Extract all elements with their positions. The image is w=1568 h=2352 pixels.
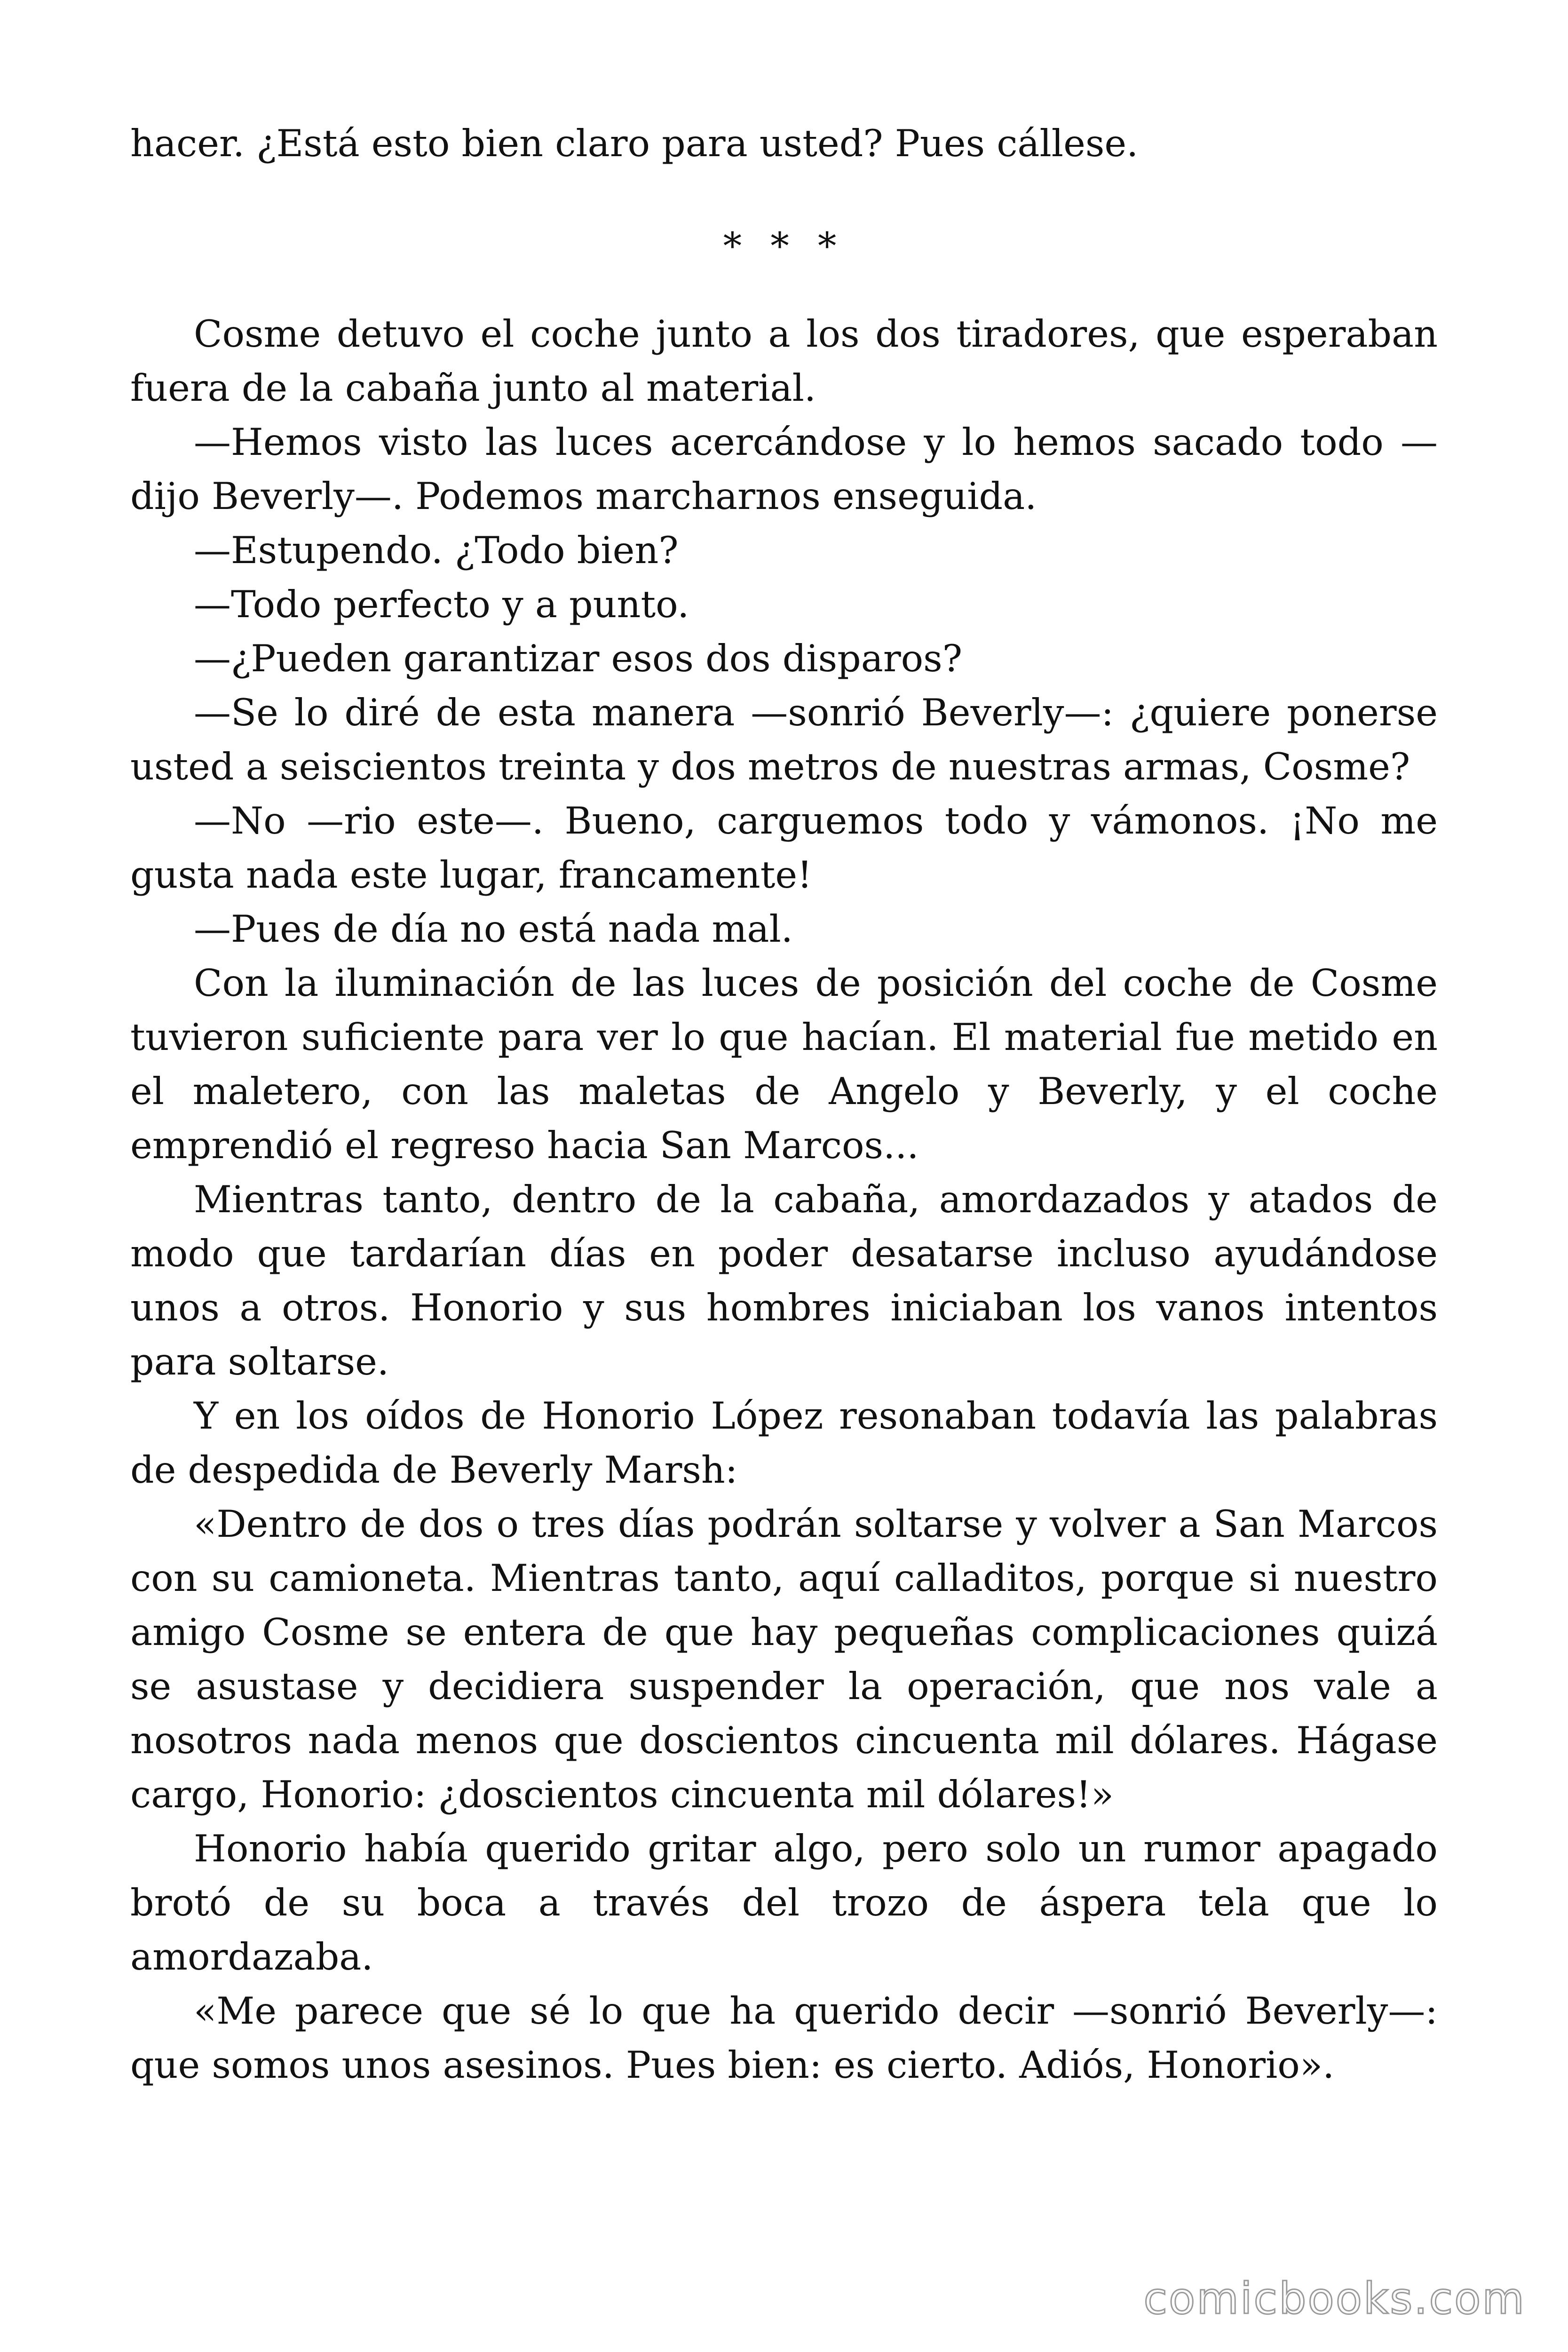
watermark-logo: comicbooks.com: [1143, 2273, 1526, 2324]
paragraph: Y en los oídos de Honorio López resonaban todavía las palabras de despedida de Beverly Marsh:: [130, 1394, 1438, 1492]
paragraph: —No —rio este—. Bueno, carguemos todo y vámonos. ¡No me gusta nada este lugar, francamente!: [130, 799, 1438, 897]
paragraph: «Dentro de dos o tres días podrán soltarse y volver a San Marcos con su camioneta. Mientras tanto, aquí calladitos, porque si nuestro amigo Cosme se entera de que hay pequeñas complicaciones quizá se asustase y decidiera suspender la operación, que nos vale a nosotros nada menos que doscientos cincuenta mil dólares. Hágase cargo, Honorio: ¿doscientos cincuenta mil dólares!»: [130, 1502, 1438, 1816]
paragraph: Honorio había querido gritar algo, pero solo un rumor apagado brotó de su boca a través del trozo de áspera tela que lo amordazaba.: [130, 1827, 1438, 1979]
paragraph: Cosme detuvo el coche junto a los dos tiradores, que esperaban fuera de la cabaña junto al material.: [130, 312, 1438, 410]
paragraph: —Pues de día no está nada mal.: [194, 907, 793, 951]
paragraph: —Se lo diré de esta manera —sonrió Beverly—: ¿quiere ponerse usted a seiscientos treinta y dos metros de nuestras armas, Cosme?: [130, 691, 1438, 788]
paragraph: —Hemos visto las luces acercándose y lo hemos sacado todo —dijo Beverly—. Podemos marcharnos enseguida.: [130, 421, 1438, 518]
paragraph: Con la iluminación de las luces de posición del coche de Cosme tuvieron suficiente para ver lo que hacían. El material fue metido en el maletero, con las maletas de Angelo y Beverly, y el coche emprendió el regreso hacia San Marcos...: [130, 961, 1438, 1167]
page-text: [130, 117, 1438, 2092]
paragraph: —Todo perfecto y a punto.: [194, 583, 689, 626]
paragraph: —Estupendo. ¿Todo bien?: [194, 529, 679, 572]
paragraph: «Me parece que sé lo que ha querido decir —sonrió Beverly—: que somos unos asesinos. Pues bien: es cierto. Adiós, Honorio».: [130, 1989, 1438, 2087]
scene-separator: * * *: [723, 224, 845, 268]
paragraph-continuation: hacer. ¿Está esto bien claro para usted? Pues cállese.: [130, 122, 1139, 165]
paragraph: —¿Pueden garantizar esos dos disparos?: [194, 637, 963, 680]
paragraph: Mientras tanto, dentro de la cabaña, amordazados y atados de modo que tardarían días en poder desatarse incluso ayudándose unos a otros. Honorio y sus hombres iniciaban los vanos intentos para soltarse.: [130, 1178, 1438, 1383]
